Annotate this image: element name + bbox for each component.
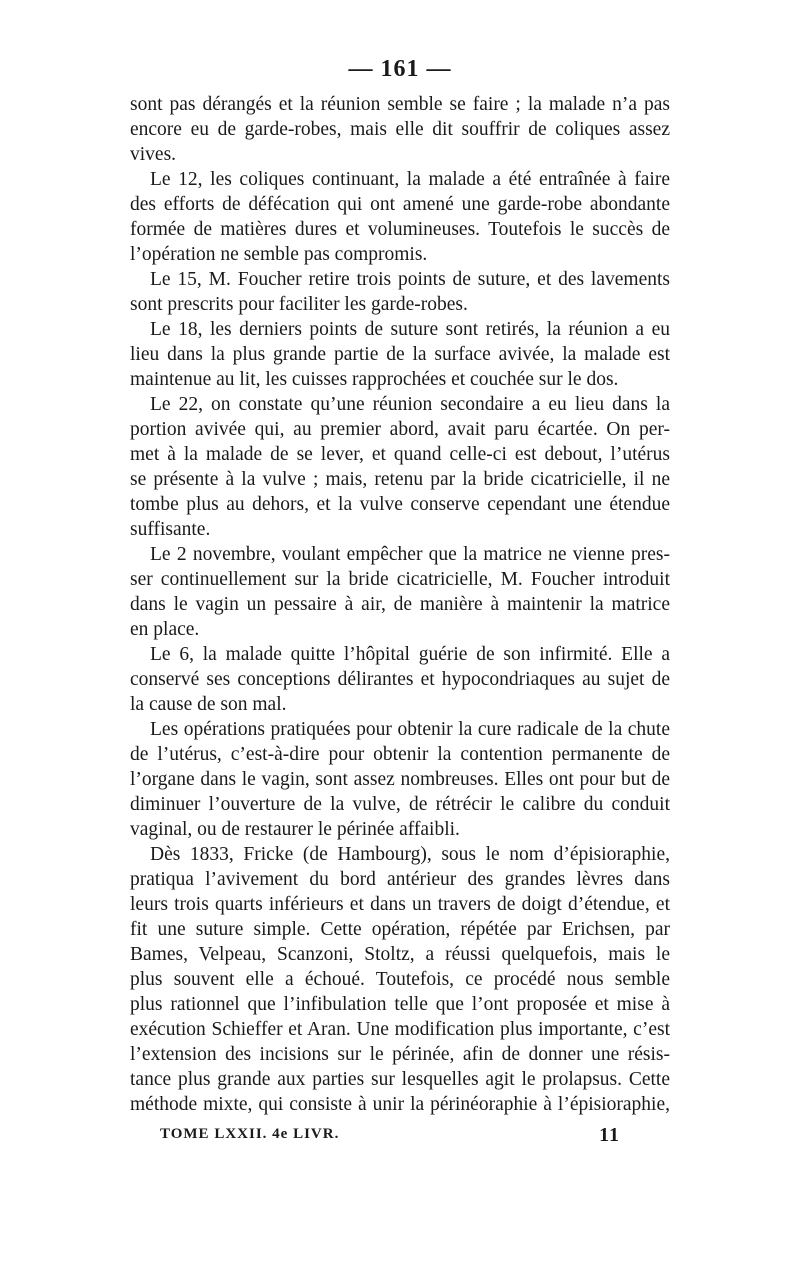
page-footer <box>160 1126 620 1150</box>
paragraph <box>130 317 670 392</box>
text-line: Le 22, on constate qu’une réunion secondaire a eu lieu dans la <box>150 394 670 415</box>
text-line: sont prescrits pour faciliter les garde-robes. <box>130 294 468 315</box>
page-number: — 161 — <box>348 56 452 82</box>
paragraph <box>130 642 670 717</box>
text-line: diminuer l’ouverture de la vulve, de rétrécir le calibre du conduit <box>130 794 670 815</box>
text-line: de l’utérus, c’est-à-dire pour obtenir la contention permanente de <box>130 744 670 765</box>
text-line: plus rationnel que l’infibulation telle que l’ont proposée et mise à <box>130 994 670 1015</box>
text-body <box>130 92 670 1117</box>
text-line: conservé ses conceptions délirantes et hypocondriaques au sujet de <box>130 669 670 690</box>
text-line: sont pas dérangés et la réunion semble se faire ; la malade n’a pas <box>130 94 670 115</box>
text-line: pratiqua l’avivement du bord antérieur des grandes lèvres dans <box>130 869 670 890</box>
text-line: tance plus grande aux parties sur lesquelles agit le prolapsus. Cette <box>130 1069 670 1090</box>
text-line: des efforts de défécation qui ont amené une garde-robe abondante <box>130 194 670 215</box>
paragraph <box>130 842 670 1117</box>
signature-number: 11 <box>599 1124 620 1146</box>
text-line: l’opération ne semble pas compromis. <box>130 244 428 265</box>
text-line: suffisante. <box>130 519 211 540</box>
text-line: fit une suture simple. Cette opération, répétée par Erichsen, par <box>130 919 670 940</box>
text-line: lieu dans la plus grande partie de la surface avivée, la malade est <box>130 344 670 365</box>
signature-mark: TOME LXXII. 4e LIVR. <box>160 1126 340 1142</box>
paragraph <box>130 392 670 542</box>
text-line: ser continuellement sur la bride cicatricielle, M. Foucher introduit <box>130 569 670 590</box>
text-line: Le 2 novembre, voulant empêcher que la matrice ne vienne pres- <box>150 544 670 565</box>
text-line: en place. <box>130 619 200 640</box>
paragraph <box>130 267 670 317</box>
text-line: formée de matières dures et volumineuses. Toutefois le succès de <box>130 219 670 240</box>
text-line: Le 12, les coliques continuant, la malade a été entraînée à faire <box>150 169 670 190</box>
text-line: dans le vagin un pessaire à air, de manière à maintenir la matrice <box>130 594 670 615</box>
text-line: Le 6, la malade quitte l’hôpital guérie de son infirmité. Elle a <box>150 644 670 665</box>
text-line: Le 18, les derniers points de suture sont retirés, la réunion a eu <box>150 319 670 340</box>
text-line: met à la malade de se lever, et quand celle-ci est debout, l’utérus <box>130 444 670 465</box>
text-line: Dès 1833, Fricke (de Hambourg), sous le nom d’épisioraphie, <box>150 844 670 865</box>
text-line: vives. <box>130 144 177 165</box>
paragraph <box>130 167 670 267</box>
text-line: l’extension des incisions sur le périnée, afin de donner une résis- <box>130 1044 670 1065</box>
text-line: tombe plus au dehors, et la vulve conserve cependant une étendue <box>130 494 670 515</box>
text-line: plus souvent elle a échoué. Toutefois, ce procédé nous semble <box>130 969 670 990</box>
text-line: Le 15, M. Foucher retire trois points de suture, et des lavements <box>150 269 670 290</box>
text-line: l’organe dans le vagin, sont assez nombreuses. Elles ont pour but de <box>130 769 670 790</box>
paragraph <box>130 717 670 842</box>
text-line: Bames, Velpeau, Scanzoni, Stoltz, a réussi quelquefois, mais le <box>130 944 670 965</box>
paragraph <box>130 542 670 642</box>
text-line: méthode mixte, qui consiste à unir la périnéoraphie à l’épisioraphie, <box>130 1094 670 1115</box>
text-line: leurs trois quarts inférieurs et dans un travers de doigt d’étendue, et <box>130 894 670 915</box>
text-line: portion avivée qui, au premier abord, avait paru écartée. On per- <box>130 419 670 440</box>
text-line: Les opérations pratiquées pour obtenir la cure radicale de la chute <box>150 719 670 740</box>
text-line: exécution Schieffer et Aran. Une modification plus importante, c’est <box>130 1019 670 1040</box>
text-line: maintenue au lit, les cuisses rapprochées et couchée sur le dos. <box>130 369 619 390</box>
text-line: encore eu de garde-robes, mais elle dit souffrir de coliques assez <box>130 119 670 140</box>
paragraph <box>130 92 670 167</box>
text-line: la cause de son mal. <box>130 694 287 715</box>
text-line: se présente à la vulve ; mais, retenu par la bride cicatricielle, il ne <box>130 469 670 490</box>
text-line: vaginal, ou de restaurer le périnée affaibli. <box>130 819 460 840</box>
